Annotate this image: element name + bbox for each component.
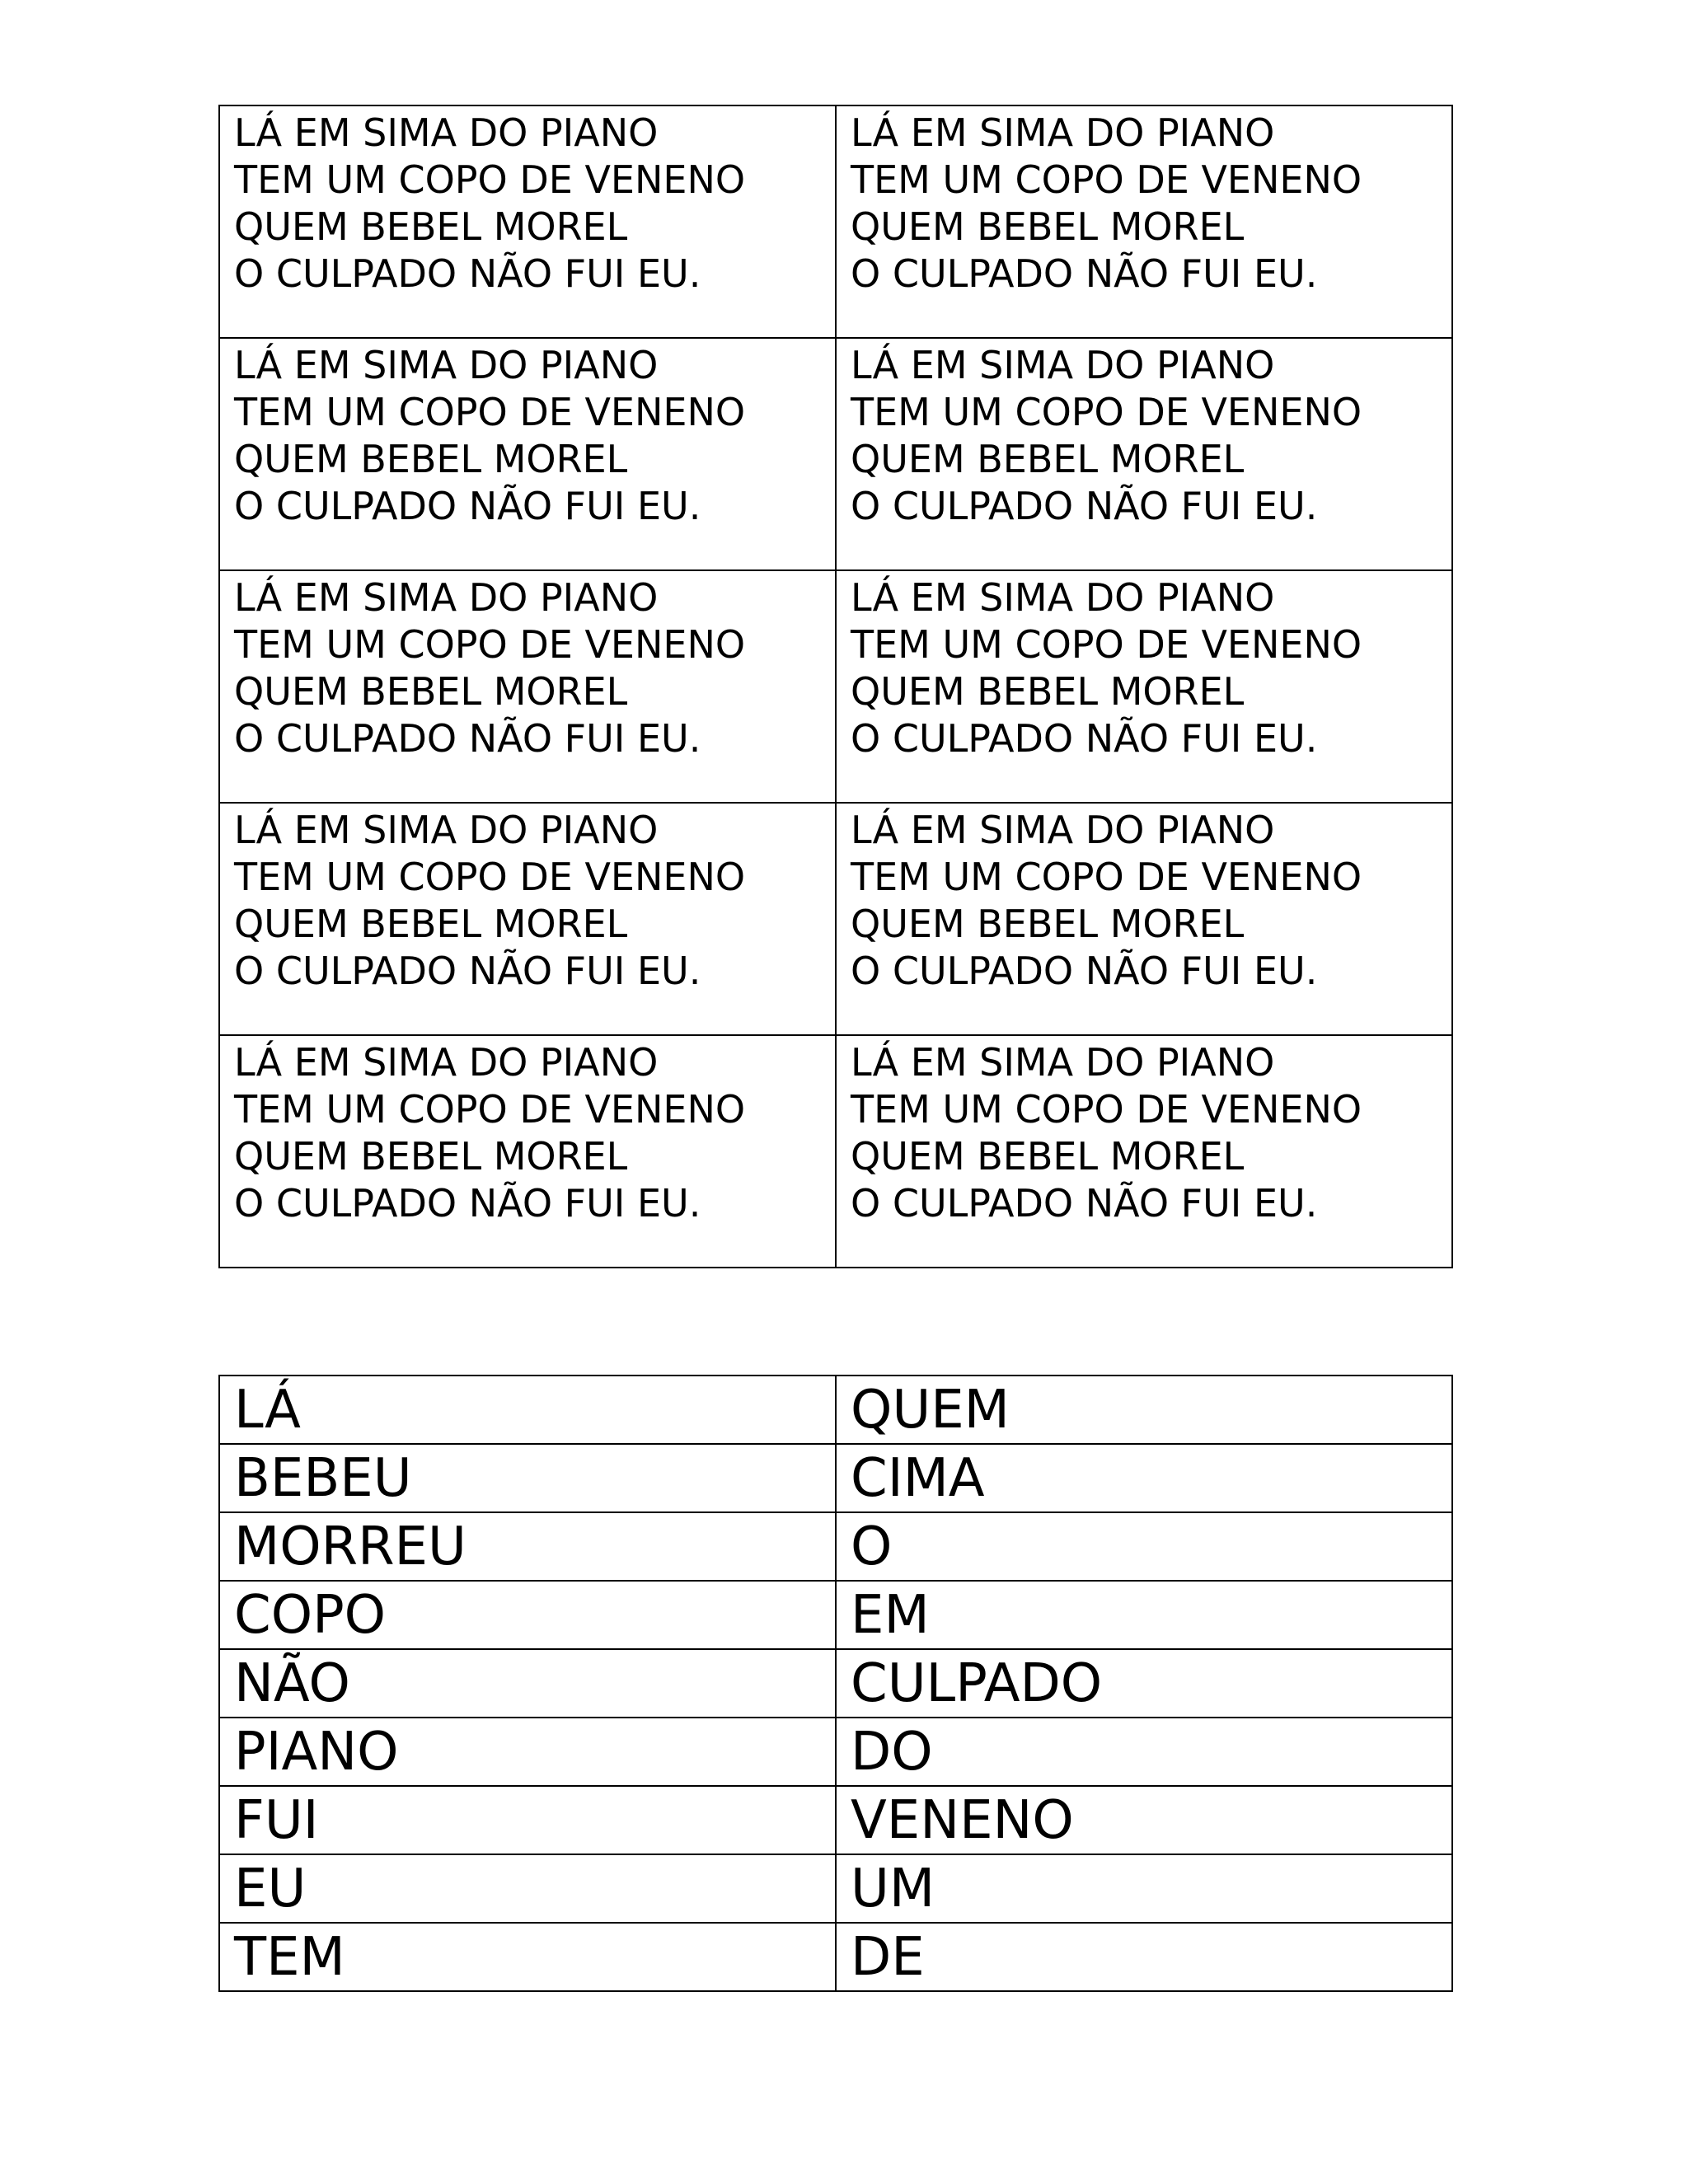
verse-line: QUEM BEBEL MOREL bbox=[851, 902, 1245, 946]
verse-line: O CULPADO NÃO FUI EU. bbox=[234, 251, 701, 296]
verse-line: O CULPADO NÃO FUI EU. bbox=[851, 716, 1318, 761]
verse-row bbox=[219, 1035, 1452, 1268]
verse-line: O CULPADO NÃO FUI EU. bbox=[851, 949, 1318, 993]
word-row bbox=[219, 1444, 1452, 1512]
verse-card bbox=[836, 105, 1452, 338]
verse-line: QUEM BEBEL MOREL bbox=[234, 669, 628, 714]
verse-line: O CULPADO NÃO FUI EU. bbox=[234, 716, 701, 761]
word-cell: COPO bbox=[219, 1581, 836, 1649]
verse-row bbox=[219, 338, 1452, 570]
word-cell: DO bbox=[836, 1718, 1452, 1786]
word-cell: EM bbox=[836, 1581, 1452, 1649]
verse-line: O CULPADO NÃO FUI EU. bbox=[851, 251, 1318, 296]
verse-line: QUEM BEBEL MOREL bbox=[851, 437, 1245, 481]
verse-card bbox=[836, 570, 1452, 803]
verse-line: QUEM BEBEL MOREL bbox=[851, 1134, 1245, 1179]
verse-line: TEM UM COPO DE VENENO bbox=[851, 855, 1362, 899]
verse-line: QUEM BEBEL MOREL bbox=[234, 902, 628, 946]
verse-line: LÁ EM SIMA DO PIANO bbox=[851, 1040, 1275, 1085]
verse-card bbox=[836, 338, 1452, 570]
word-cell: LÁ bbox=[219, 1376, 836, 1444]
verse-line: QUEM BEBEL MOREL bbox=[234, 1134, 628, 1179]
word-cell: NÃO bbox=[219, 1649, 836, 1718]
word-cell: EU bbox=[219, 1854, 836, 1923]
verse-row bbox=[219, 570, 1452, 803]
verse-line: LÁ EM SIMA DO PIANO bbox=[851, 575, 1275, 620]
verse-line: LÁ EM SIMA DO PIANO bbox=[234, 1040, 659, 1085]
verse-card bbox=[219, 105, 836, 338]
verse-line: O CULPADO NÃO FUI EU. bbox=[234, 1181, 701, 1226]
word-row bbox=[219, 1581, 1452, 1649]
verse-card bbox=[219, 803, 836, 1035]
verse-line: QUEM BEBEL MOREL bbox=[851, 669, 1245, 714]
word-row bbox=[219, 1512, 1452, 1581]
verse-line: TEM UM COPO DE VENENO bbox=[234, 622, 746, 667]
verse-line: LÁ EM SIMA DO PIANO bbox=[851, 808, 1275, 852]
verse-line: LÁ EM SIMA DO PIANO bbox=[234, 110, 659, 155]
verse-line: TEM UM COPO DE VENENO bbox=[851, 157, 1362, 202]
verse-line: TEM UM COPO DE VENENO bbox=[234, 1087, 746, 1132]
verse-line: TEM UM COPO DE VENENO bbox=[234, 855, 746, 899]
verse-line: LÁ EM SIMA DO PIANO bbox=[851, 110, 1275, 155]
verse-line: O CULPADO NÃO FUI EU. bbox=[234, 949, 701, 993]
word-cell: VENENO bbox=[836, 1786, 1452, 1854]
word-cell: O bbox=[836, 1512, 1452, 1581]
word-row bbox=[219, 1649, 1452, 1718]
verse-line: TEM UM COPO DE VENENO bbox=[851, 622, 1362, 667]
word-cell: TEM bbox=[219, 1923, 836, 1991]
verse-line: LÁ EM SIMA DO PIANO bbox=[851, 343, 1275, 387]
word-cell: PIANO bbox=[219, 1718, 836, 1786]
verse-line: O CULPADO NÃO FUI EU. bbox=[234, 484, 701, 528]
verse-row bbox=[219, 105, 1452, 338]
verse-line: TEM UM COPO DE VENENO bbox=[851, 1087, 1362, 1132]
word-cell: CULPADO bbox=[836, 1649, 1452, 1718]
word-row bbox=[219, 1718, 1452, 1786]
verse-line: TEM UM COPO DE VENENO bbox=[234, 157, 746, 202]
word-row bbox=[219, 1854, 1452, 1923]
verse-card bbox=[219, 338, 836, 570]
word-row bbox=[219, 1923, 1452, 1991]
verse-line: LÁ EM SIMA DO PIANO bbox=[234, 808, 659, 852]
word-cell: BEBEU bbox=[219, 1444, 836, 1512]
verse-line: QUEM BEBEL MOREL bbox=[234, 204, 628, 249]
word-row bbox=[219, 1786, 1452, 1854]
verse-card bbox=[219, 1035, 836, 1268]
verse-line: QUEM BEBEL MOREL bbox=[234, 437, 628, 481]
verse-line: TEM UM COPO DE VENENO bbox=[851, 390, 1362, 434]
verse-line: TEM UM COPO DE VENENO bbox=[234, 390, 746, 434]
verse-cards-table bbox=[218, 105, 1453, 1268]
verse-line: QUEM BEBEL MOREL bbox=[851, 204, 1245, 249]
word-cell: CIMA bbox=[836, 1444, 1452, 1512]
verse-line: LÁ EM SIMA DO PIANO bbox=[234, 343, 659, 387]
verse-line: O CULPADO NÃO FUI EU. bbox=[851, 484, 1318, 528]
word-list-table bbox=[218, 1375, 1453, 1992]
word-cell: QUEM bbox=[836, 1376, 1452, 1444]
word-row bbox=[219, 1376, 1452, 1444]
word-cell: UM bbox=[836, 1854, 1452, 1923]
verse-row bbox=[219, 803, 1452, 1035]
verse-card bbox=[836, 1035, 1452, 1268]
word-cell: DE bbox=[836, 1923, 1452, 1991]
word-cell: FUI bbox=[219, 1786, 836, 1854]
word-cell: MORREU bbox=[219, 1512, 836, 1581]
verse-card bbox=[836, 803, 1452, 1035]
verse-line: O CULPADO NÃO FUI EU. bbox=[851, 1181, 1318, 1226]
verse-card bbox=[219, 570, 836, 803]
verse-line: LÁ EM SIMA DO PIANO bbox=[234, 575, 659, 620]
